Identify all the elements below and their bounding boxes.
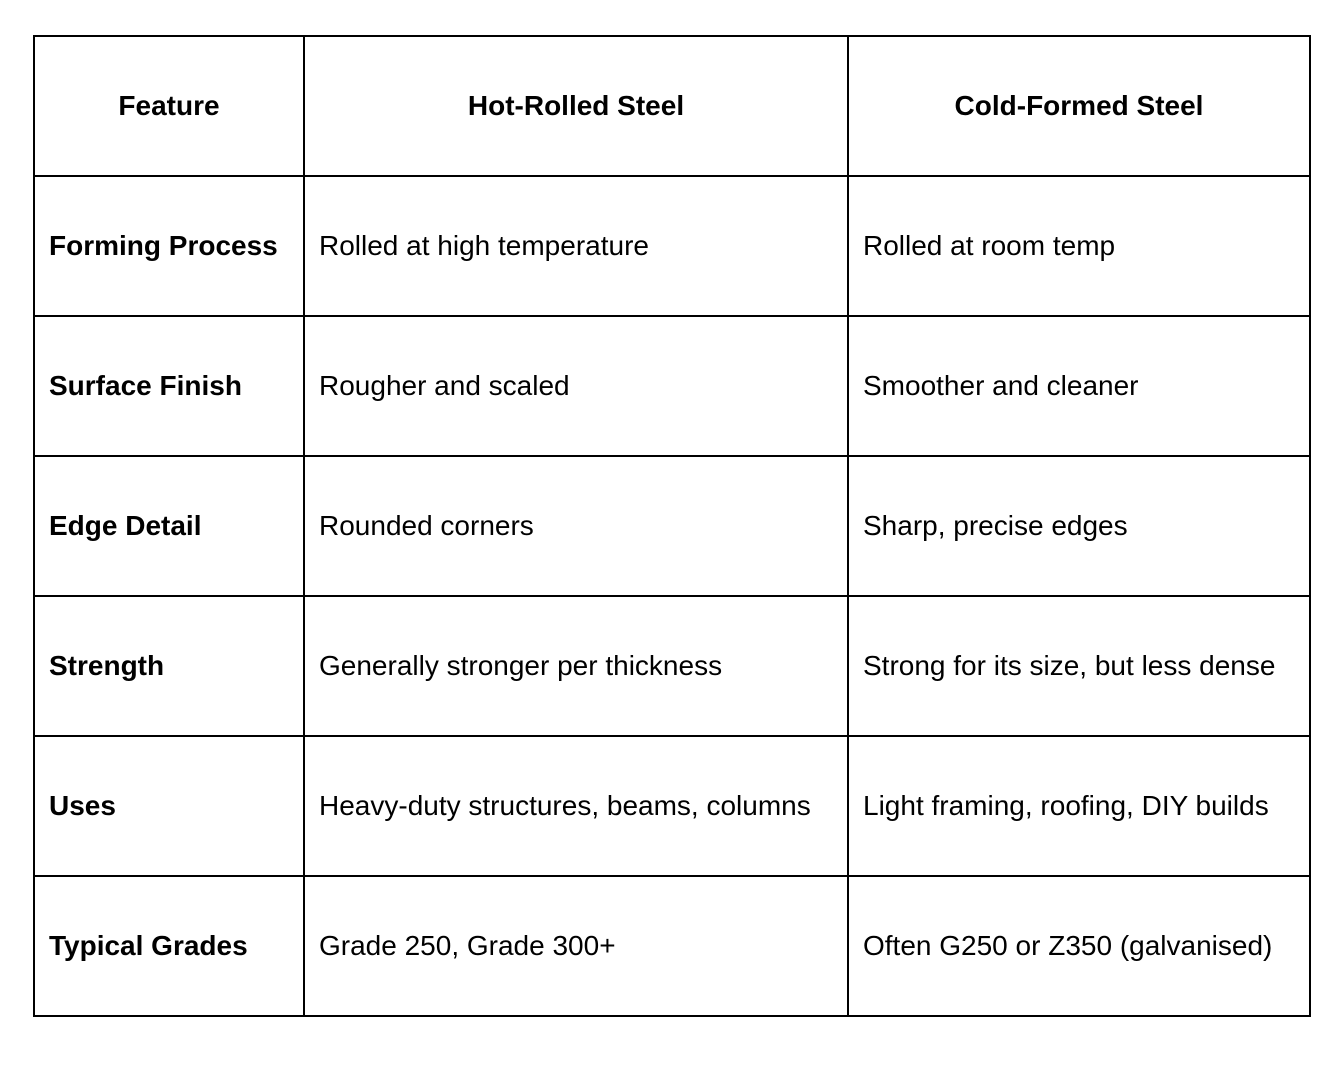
cold-formed-cell: Sharp, precise edges bbox=[848, 456, 1310, 596]
cold-formed-cell: Often G250 or Z350 (galvanised) bbox=[848, 876, 1310, 1016]
feature-cell: Strength bbox=[34, 596, 304, 736]
table-row bbox=[34, 176, 1310, 316]
hot-rolled-cell: Grade 250, Grade 300+ bbox=[304, 876, 848, 1016]
hot-rolled-cell: Generally stronger per thickness bbox=[304, 596, 848, 736]
hot-rolled-cell: Rougher and scaled bbox=[304, 316, 848, 456]
feature-cell: Edge Detail bbox=[34, 456, 304, 596]
header-feature: Feature bbox=[34, 36, 304, 176]
feature-cell: Typical Grades bbox=[34, 876, 304, 1016]
feature-cell: Surface Finish bbox=[34, 316, 304, 456]
cold-formed-cell: Rolled at room temp bbox=[848, 176, 1310, 316]
hot-rolled-cell: Rounded corners bbox=[304, 456, 848, 596]
header-cold-formed-steel: Cold-Formed Steel bbox=[848, 36, 1310, 176]
table-row bbox=[34, 316, 1310, 456]
header-row bbox=[34, 36, 1310, 176]
cold-formed-cell: Smoother and cleaner bbox=[848, 316, 1310, 456]
table-row bbox=[34, 736, 1310, 876]
comparison-table bbox=[33, 35, 1311, 1017]
table-row bbox=[34, 876, 1310, 1016]
feature-cell: Uses bbox=[34, 736, 304, 876]
hot-rolled-cell: Rolled at high temperature bbox=[304, 176, 848, 316]
hot-rolled-cell: Heavy-duty structures, beams, columns bbox=[304, 736, 848, 876]
feature-cell: Forming Process bbox=[34, 176, 304, 316]
cold-formed-cell: Strong for its size, but less dense bbox=[848, 596, 1310, 736]
header-hot-rolled-steel: Hot-Rolled Steel bbox=[304, 36, 848, 176]
table-row bbox=[34, 456, 1310, 596]
table-row bbox=[34, 596, 1310, 736]
cold-formed-cell: Light framing, roofing, DIY builds bbox=[848, 736, 1310, 876]
